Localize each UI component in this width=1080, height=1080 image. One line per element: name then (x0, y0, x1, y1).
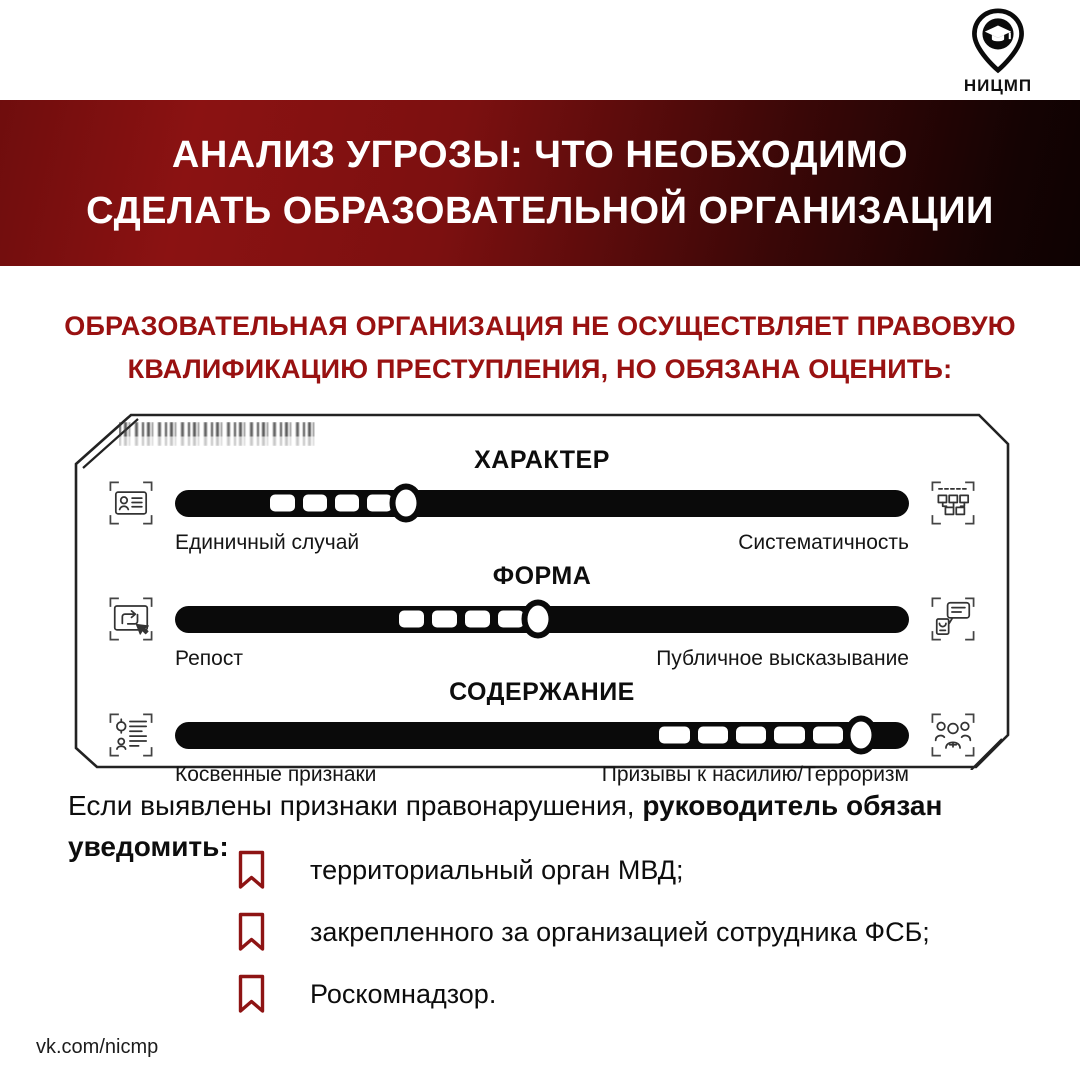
graduation-pin-icon (938, 8, 1058, 74)
sliders-group (73, 446, 1011, 794)
slider-character-title: ХАРАКТЕР (474, 446, 610, 474)
slider-character-knob[interactable] (390, 484, 423, 523)
page-title-line1: АНАЛИЗ УГРОЗЫ: ЧТО НЕОБХОДИМО (171, 133, 909, 176)
page-title (86, 127, 994, 239)
barcode-decoration (119, 422, 315, 446)
slider-form-right-label: Публичное высказывание (656, 647, 909, 670)
vk-link[interactable]: vk.com/nicmp (36, 1036, 159, 1058)
assessment-panel (73, 412, 1011, 786)
slider-content-left-label: Косвенные признаки (175, 763, 377, 786)
evidence-list-scan-icon (105, 709, 157, 761)
bookmark-icon (236, 973, 268, 1015)
slider-content-track (175, 722, 909, 749)
repost-scan-icon (105, 593, 157, 645)
notice-normal: Если выявлены признаки правонарушения, (68, 790, 643, 821)
slider-form-title: ФОРМА (492, 562, 592, 590)
list-item-text: Роскомнадзор. (310, 978, 497, 1009)
org-chart-scan-icon (927, 477, 979, 529)
public-statement-scan-icon (927, 593, 979, 645)
notice-bold: руководитель обязан уведомить: (68, 790, 943, 862)
slider-content-segments (659, 727, 843, 744)
id-card-scan-icon (105, 477, 157, 529)
list-item (236, 848, 996, 892)
bookmark-icon (236, 911, 268, 953)
list-item-text: закрепленного за организацией сотрудника ФСБ; (310, 916, 930, 947)
slider-form-knob[interactable] (522, 600, 555, 639)
nicmp-logo (938, 8, 1058, 96)
bookmark-icon (236, 849, 268, 891)
subtitle-line1: ОБРАЗОВАТЕЛЬНАЯ ОРГАНИЗАЦИЯ НЕ ОСУЩЕСТВЛЯЕТ ПРАВОВУЮ (64, 311, 1016, 341)
page-title-line2: СДЕЛАТЬ ОБРАЗОВАТЕЛЬНОЙ ОРГАНИЗАЦИИ (86, 190, 994, 232)
list-item (236, 972, 996, 1016)
slider-content (73, 678, 1011, 789)
slider-character-segments (270, 495, 391, 512)
subtitle-line2: КВАЛИФИКАЦИЮ ПРЕСТУПЛЕНИЯ, НО ОБЯЗАНА ОЦЕНИТЬ: (127, 354, 953, 385)
slider-form-left-label: Репост (175, 647, 243, 670)
slider-form-track (175, 606, 909, 633)
logo-text: НИЦМП (963, 76, 1033, 95)
slider-character (73, 446, 1011, 557)
slider-character-track (175, 490, 909, 517)
notify-list (236, 848, 996, 1034)
crowd-scan-icon (927, 709, 979, 761)
list-item-text: территориальный орган МВД; (310, 854, 684, 885)
slider-content-knob[interactable] (845, 716, 878, 755)
slider-character-left-label: Единичный случай (175, 531, 360, 554)
slider-form-segments (399, 611, 524, 628)
header-banner (0, 100, 1080, 266)
slider-content-title: СОДЕРЖАНИЕ (449, 678, 635, 706)
slider-form (73, 562, 1011, 673)
slider-content-right-label: Призывы к насилию/Терроризм (601, 763, 909, 786)
slider-character-right-label: Систематичность (738, 531, 909, 554)
subtitle (0, 305, 1080, 391)
list-item (236, 910, 996, 954)
